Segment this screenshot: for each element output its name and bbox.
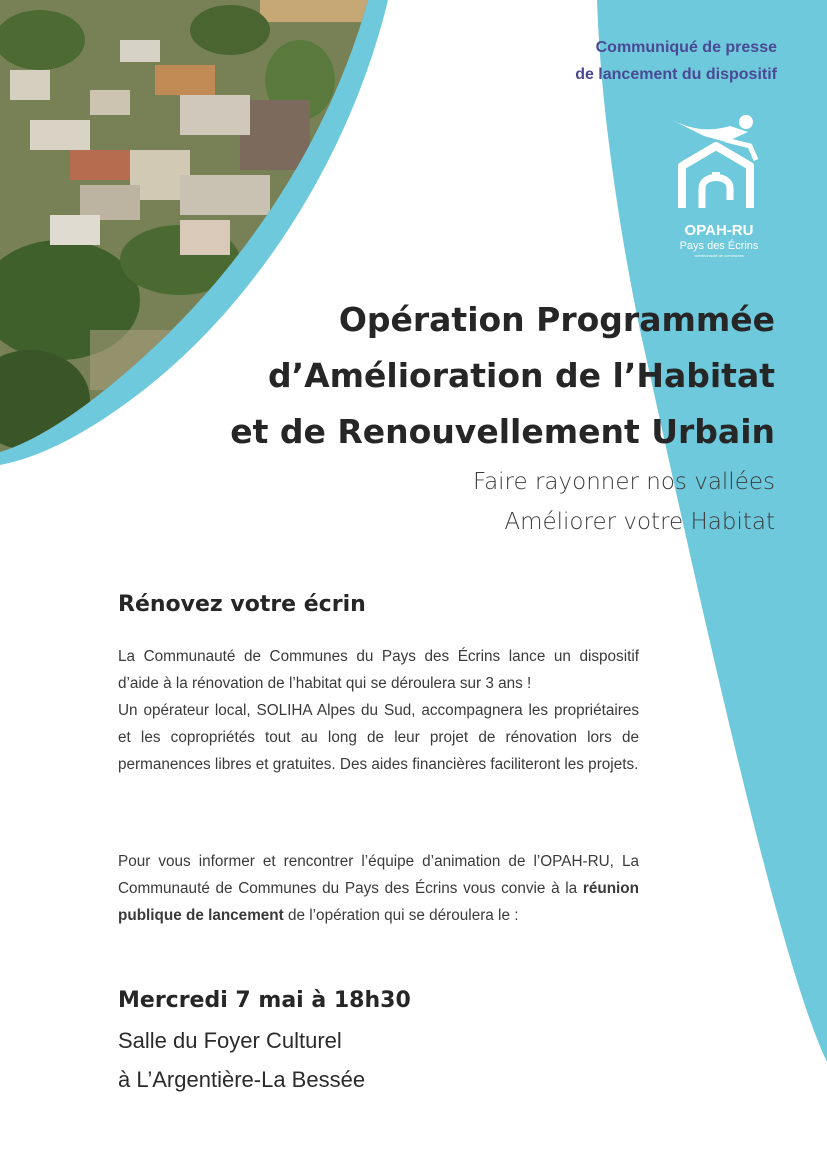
intro-text-b: Un opérateur local, SOLIHA Alpes du Sud, accompagnera les propriétaires et les copropriétés tout au long de leur projet de rénovation lors de permanences libres et gratuites. Des aides financières faciliteront les projets.	[118, 702, 639, 773]
subtitle	[473, 462, 775, 542]
subtitle-line-2: Améliorer votre Habitat	[504, 509, 775, 535]
title-line-2: d’Amélioration de l’Habitat	[267, 356, 775, 395]
press-line-1: Communiqué de presse	[595, 39, 777, 56]
intro-text-a: La Communauté de Communes du Pays des Écrins lance un dispositif d’aide à la rénovation de l’habitat qui se déroulera sur 3 ans !	[118, 648, 639, 692]
invitation-paragraph	[118, 848, 639, 929]
intro-paragraph	[118, 643, 639, 778]
press-release-label	[575, 34, 777, 88]
subtitle-line-1: Faire rayonner nos vallées	[472, 469, 775, 495]
invitation-after: de l’opération qui se déroulera le :	[283, 907, 519, 924]
title-line-1: Opération Programmée	[338, 300, 775, 339]
event-place: Salle du Foyer Culturel	[118, 1028, 342, 1053]
press-line-2: de lancement du dispositif	[575, 66, 777, 83]
invitation-bold: réunion publique de lancement	[118, 880, 639, 924]
logo-subtitle: Pays des Écrins	[679, 240, 759, 252]
title-line-3: et de Renouvellement Urbain	[230, 412, 775, 451]
main-title	[230, 292, 775, 460]
invitation-text	[118, 848, 639, 929]
event-date: Mercredi 7 mai à 18h30	[118, 988, 411, 1013]
event-town: à L’Argentière-La Bessée	[118, 1067, 366, 1092]
invitation-before: Pour vous informer et rencontrer l’équipe d’animation de l’OPAH-RU, La Communauté de Communes du Pays des Écrins vous convie à la	[118, 853, 639, 897]
section-heading: Rénovez votre écrin	[118, 592, 366, 617]
logo-title: OPAH-RU	[684, 222, 754, 239]
logo-tagline: communauté de communes	[694, 253, 744, 258]
